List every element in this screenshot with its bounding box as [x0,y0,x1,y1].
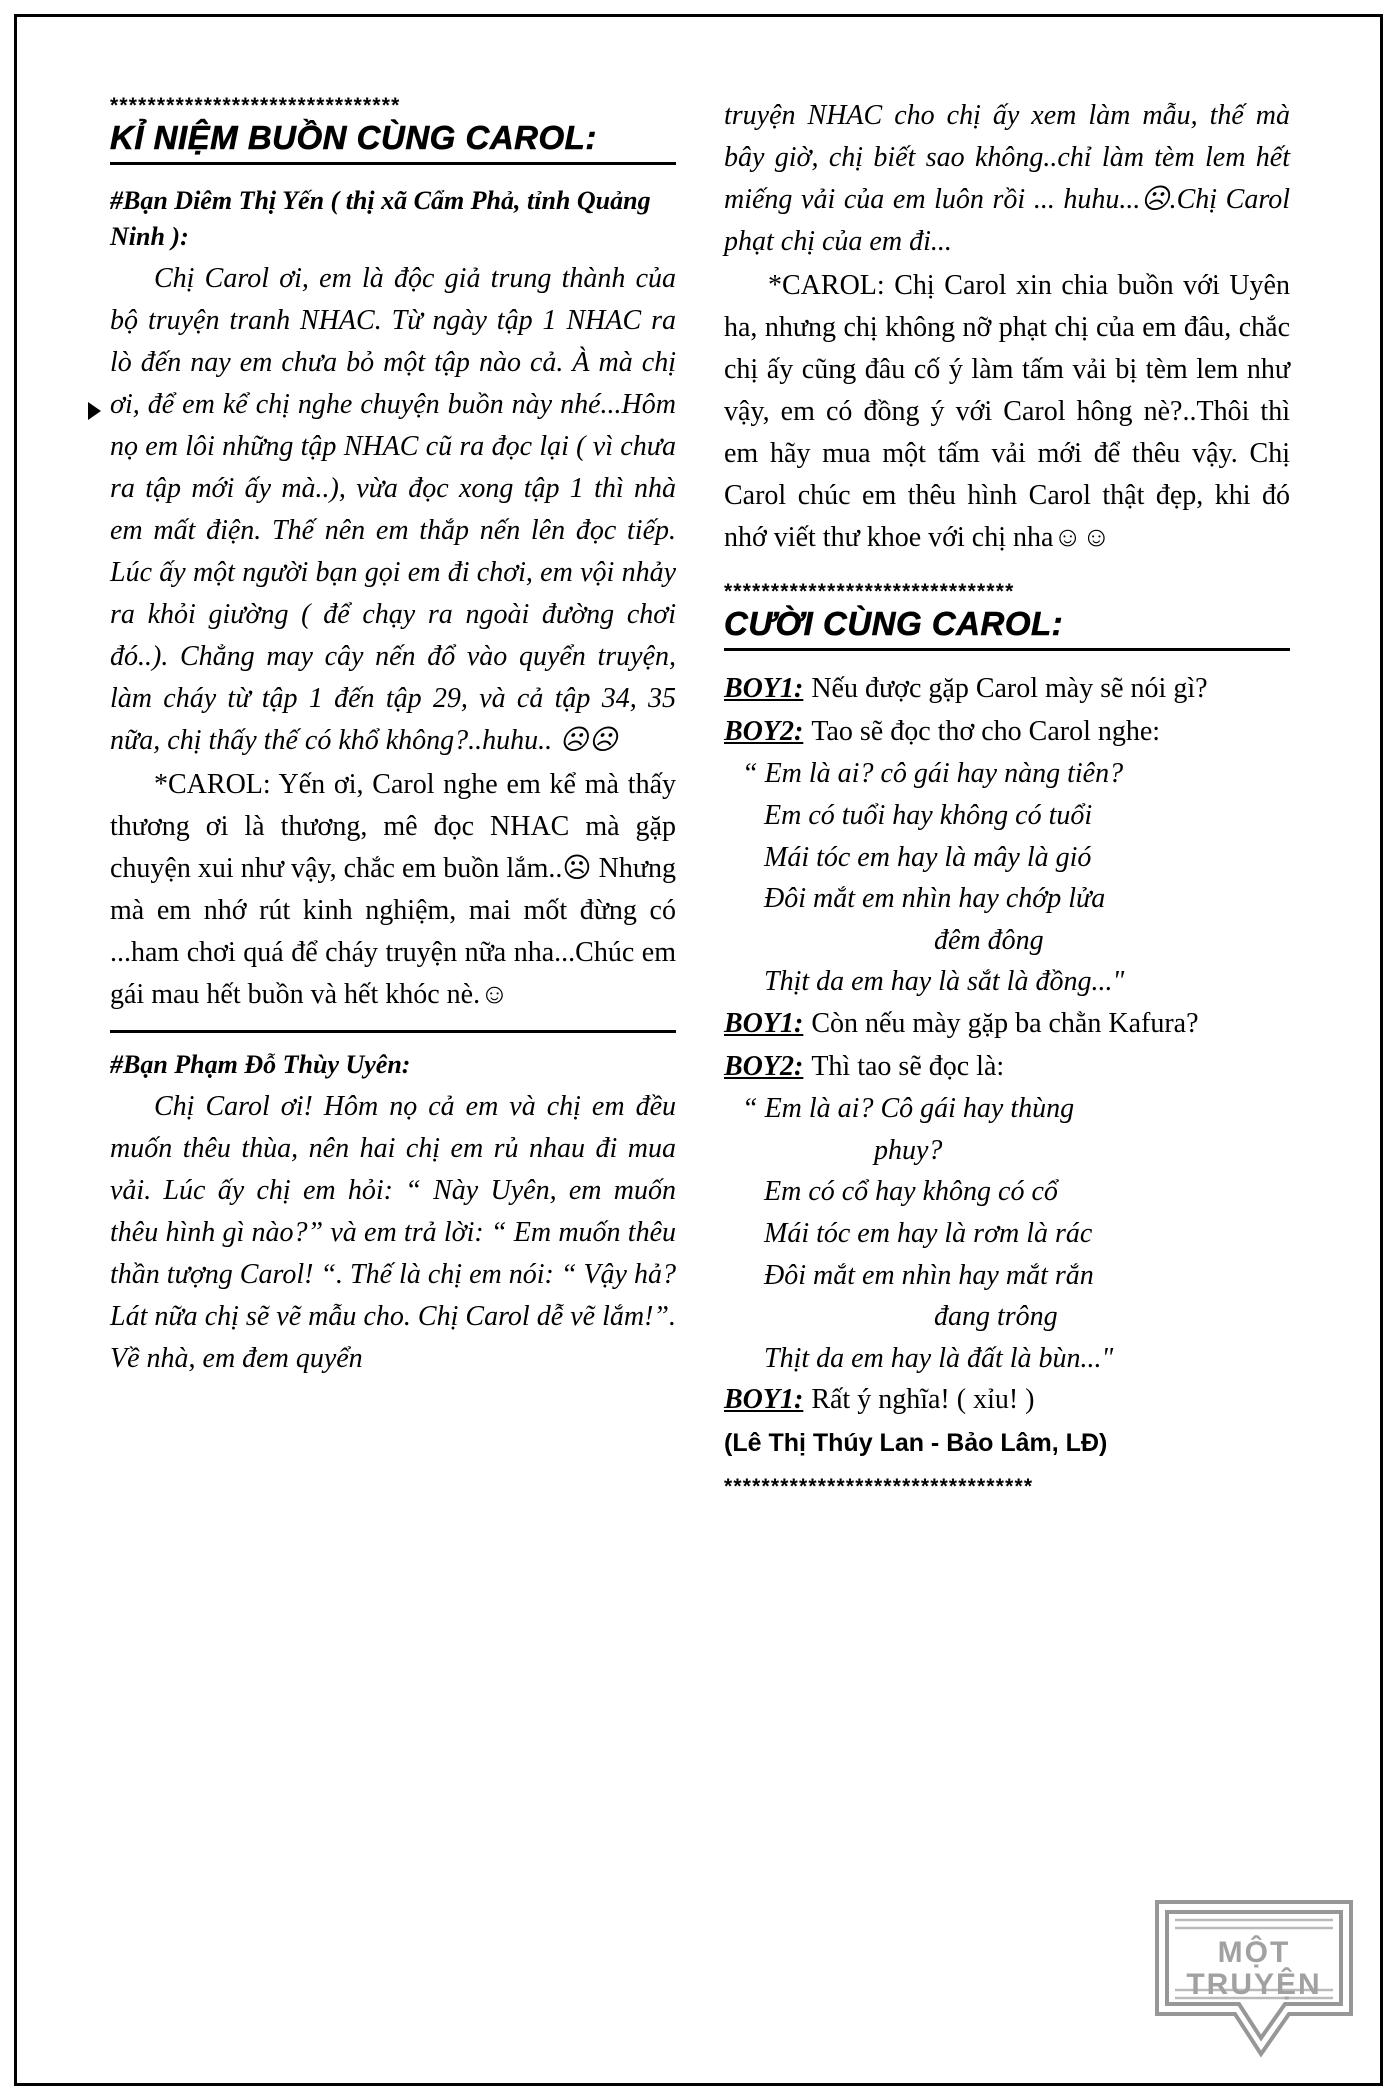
letter2-sender: #Bạn Phạm Đỗ Thùy Uyên: [110,1050,411,1080]
joke-line [724,1047,1290,1088]
joke-text: Tao sẽ đọc thơ cho Carol nghe: [811,715,1161,747]
two-column-layout [110,95,1290,2005]
joke-speaker: BOY1: [724,1008,804,1040]
verse-line: Thịt da em hay là đất là bùn..." [764,1342,1114,1374]
joke-text: Thì tao sẽ đọc là: [811,1050,1005,1082]
joke-text: Còn nếu mày gặp ba chằn Kafura? [811,1008,1199,1040]
contributor-credit: (Lê Thị Thúy Lan - Bảo Lâm, LĐ) [724,1428,1108,1457]
joke-line [724,669,1290,710]
joke-text: Rất ý nghĩa! ( xỉu! ) [811,1384,1035,1416]
letter2-reply: *CAROL: Chị Carol xin chia buồn với Uyên ha, nhưng chị không nỡ phạt chị của em đâu, chắc chị ấy cũng đâu cố ý làm tấm vải bị tèm lem như vậy, em có đồng ý với Carol hông nè?..Thôi thì em hãy mua một tấm vải mới để thêu vậy. Chị Carol chúc em thêu hình Carol thật đẹp, khi đó nhớ viết thư khoe với chị nha☺☺ [724,270,1290,553]
joke-speaker: BOY2: [724,715,804,747]
letter1-reply: *CAROL: Yến ơi, Carol nghe em kể mà thấy thương ơi là thương, mê đọc NHAC mà gặp chuyện xui như vậy, chắc em buồn lắm..☹ Nhưng mà em nhớ rút kinh nghiệm, mai mốt đừng có ...ham chơi quá để cháy truyện nữa nha...Chúc em gái mau hết buồn và hết khóc nè.☺ [110,769,676,1011]
verse-line: “ Em là ai? cô gái hay nàng tiên? [742,758,1124,790]
letter2-body-part2: truyện NHAC cho chị ấy xem làm mẫu, thế mà bây giờ, chị biết sao không..chỉ làm tèm lem hết miếng vải của em luôn rồi ... huhu...☹.Chị Carol phạt chị của em đi... [724,100,1290,257]
verse-line: Mái tóc em hay là rơm là rác [764,1218,1093,1250]
joke-line [724,1004,1290,1045]
joke-speaker: BOY1: [724,1384,804,1416]
joke-line [724,712,1290,753]
joke-line [724,1380,1290,1421]
section-title-cuoi-cung-carol: CƯỜI CÙNG CAROL: [724,606,1290,651]
watermark-line2: TRUYỆN [1186,1968,1322,2001]
right-column [724,95,1290,2005]
verse-line: “ Em là ai? Cô gái hay thùng [742,1093,1075,1125]
letter1-body: Chị Carol ơi, em là độc giả trung thành của bộ truyện tranh NHAC. Từ ngày tập 1 NHAC ra lò đến nay em chưa bỏ một tập nào cả. À mà chị ơi, để em kể chị nghe chuyện buồn này nhé...Hôm nọ em lôi những tập NHAC cũ ra đọc lại ( vì chưa ra tập mới ấy mà..), vừa đọc xong tập 1 thì nhà em mất điện. Thế nên em thắp nến lên đọc tiếp. Lúc ấy một người bạn gọi em đi chơi, em vội nhảy ra khỏi giường ( để chạy ra ngoài đường chơi đó..). Chẳng may cây nến đổ vào quyển truyện, làm cháy từ tập 1 đến tập 29, và cả tập 34, 35 nữa, chị thấy thế có khổ không?..huhu.. ☹☹ [110,263,676,757]
verse-line: đêm đông [934,924,1044,956]
watermark-line1: MỘT [1217,1936,1291,1969]
star-divider-top: ******************************* [110,95,401,116]
joke-speaker: BOY1: [724,673,804,705]
joke-speaker: BOY2: [724,1050,804,1082]
watermark-logo [1139,1882,1369,2072]
verse-line: phuy? [874,1134,943,1166]
page-arrow-marker [88,402,101,420]
verse-line: Đôi mắt em nhìn hay mắt rắn [764,1259,1094,1291]
verse-line: Mái tóc em hay là mây là gió [764,841,1092,873]
letter-divider [110,1030,676,1033]
letter1-sender: #Bạn Diêm Thị Yến ( thị xã Cẩm Phả, tỉnh Quảng Ninh ): [110,186,651,251]
star-divider-middle: ******************************* [724,581,1015,602]
section-title-ki-niem-buon: KỈ NIỆM BUỒN CÙNG CAROL: [110,120,676,165]
verse-line: Em có cổ hay không có cổ [764,1176,1058,1208]
left-column [110,95,676,2005]
verse-line: đang trông [934,1301,1058,1333]
star-divider-bottom: ********************************* [724,1475,1034,1499]
joke-text: Nếu được gặp Carol mày sẽ nói gì? [811,673,1208,705]
verse-line: Đôi mắt em nhìn hay chớp lửa [764,883,1106,915]
verse-line: Thịt da em hay là sắt là đồng..." [764,966,1125,998]
verse-line: Em có tuổi hay không có tuổi [764,800,1093,832]
letter2-body-part1: Chị Carol ơi! Hôm nọ cả em và chị em đều muốn thêu thùa, nên hai chị em rủ nhau đi mua vải. Lúc ấy chị em hỏi: “ Này Uyên, em muốn thêu hình gì nào?” và em trả lời: “ Em muốn thêu thần tượng Carol! “. Thế là chị em nói: “ Vậy hả? Lát nữa chị sẽ vẽ mẫu cho. Chị Carol dễ vẽ lắm!”. Về nhà, em đem quyển [110,1091,676,1375]
